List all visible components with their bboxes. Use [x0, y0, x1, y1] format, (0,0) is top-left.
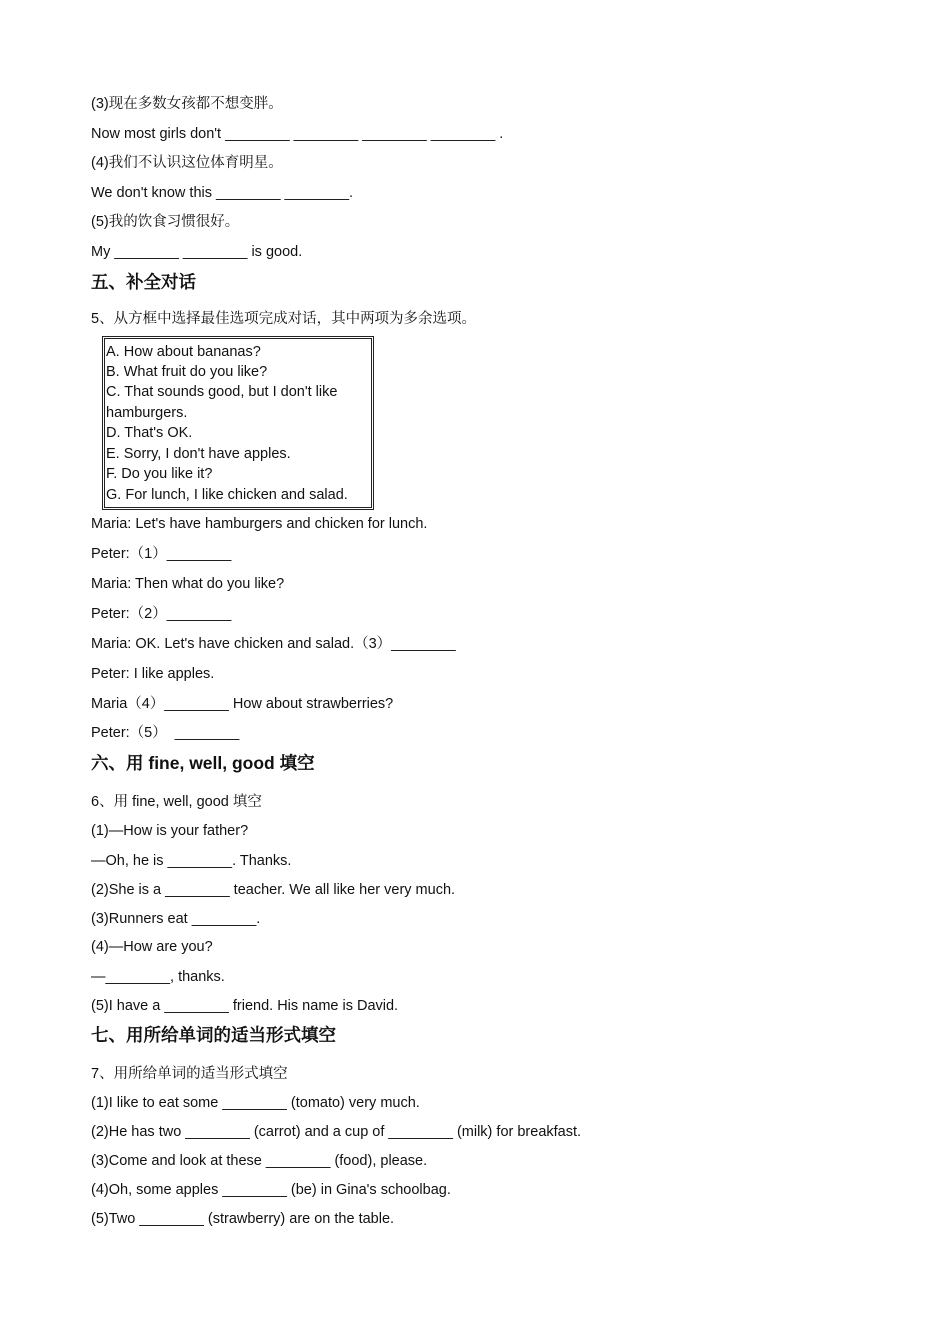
dialogue-line-4: Peter:（2）________	[91, 606, 232, 622]
s6-item-3: (3)Runners eat ________.	[91, 911, 261, 927]
s7-item-5: (5)Two ________ (strawberry) are on the table.	[91, 1211, 395, 1227]
dialogue-line-8: Peter:（5） ________	[91, 725, 240, 741]
s6-item-5: (5)I have a ________ friend. His name is David.	[91, 998, 399, 1014]
section5-heading: 五、补全对话	[91, 272, 196, 292]
option-c: C. That sounds good, but I don't like	[106, 384, 338, 400]
options-box	[102, 336, 374, 510]
s6-item-1-answer: —Oh, he is ________. Thanks.	[91, 853, 292, 869]
s4-item-4-cn: (4)我们不认识这位体育明星。	[91, 155, 283, 171]
option-g: G. For lunch, I like chicken and salad.	[106, 487, 348, 503]
section7-instruction: 7、用所给单词的适当形式填空	[91, 1066, 288, 1082]
option-f: F. Do you like it?	[106, 466, 213, 482]
option-b: B. What fruit do you like?	[106, 364, 268, 380]
s7-item-4: (4)Oh, some apples ________ (be) in Gina's schoolbag.	[91, 1182, 451, 1198]
option-e: E. Sorry, I don't have apples.	[106, 446, 291, 462]
s7-item-2: (2)He has two ________ (carrot) and a cup of ________ (milk) for breakfast.	[91, 1124, 582, 1140]
s4-item-3-cn: (3)现在多数女孩都不想变胖。	[91, 96, 283, 112]
section6-instruction: 6、用 fine, well, good 填空	[91, 794, 262, 810]
option-c-cont: hamburgers.	[106, 405, 188, 421]
section5-instruction: 5、从方框中选择最佳选项完成对话，其中两项为多余选项。	[91, 311, 477, 327]
s7-item-1: (1)I like to eat some ________ (tomato) very much.	[91, 1095, 420, 1111]
s7-item-3: (3)Come and look at these ________ (food), please.	[91, 1153, 428, 1169]
s6-item-4: (4)—How are you?	[91, 939, 213, 955]
s4-item-3-en: Now most girls don't ________ ________ ________ ________ .	[91, 126, 504, 142]
s6-item-2: (2)She is a ________ teacher. We all like her very much.	[91, 882, 456, 898]
dialogue-line-3: Maria: Then what do you like?	[91, 576, 285, 592]
s6-item-1: (1)—How is your father?	[91, 823, 249, 839]
dialogue-line-1: Maria: Let's have hamburgers and chicken for lunch.	[91, 516, 428, 532]
dialogue-line-6: Peter: I like apples.	[91, 666, 215, 682]
section7-heading: 七、用所给单词的适当形式填空	[91, 1025, 336, 1045]
option-a: A. How about bananas?	[106, 344, 261, 360]
section6-heading: 六、用 fine, well, good 填空	[91, 753, 315, 773]
s6-item-4-answer: —________, thanks.	[91, 969, 225, 985]
dialogue-line-7: Maria（4）________ How about strawberries?	[91, 696, 394, 712]
option-d: D. That's OK.	[106, 425, 193, 441]
s4-item-4-en: We don't know this ________ ________.	[91, 185, 354, 201]
dialogue-line-2: Peter:（1）________	[91, 546, 232, 562]
dialogue-line-5: Maria: OK. Let's have chicken and salad.（3）________	[91, 636, 456, 652]
s4-item-5-cn: (5)我的饮食习惯很好。	[91, 214, 240, 230]
s4-item-5-en: My ________ ________ is good.	[91, 244, 303, 260]
